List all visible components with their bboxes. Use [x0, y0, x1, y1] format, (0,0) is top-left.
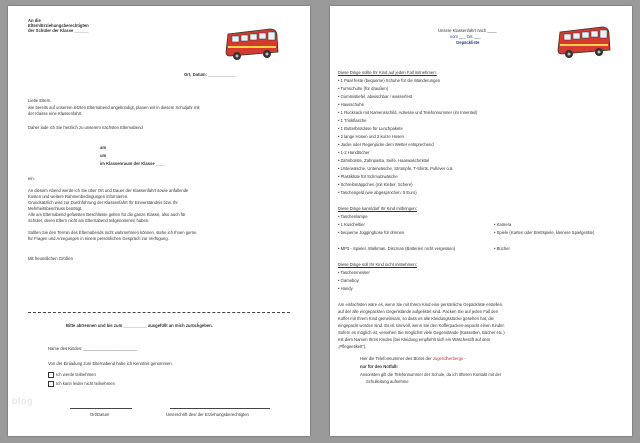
may-item-right: • Bücher [494, 246, 510, 251]
invite-line: Daher lade ich Sie herzlich zu unserem nächsten Elternabend [28, 125, 143, 130]
body2-line-1: Sollten Sie den Termin des Elternabends nicht wahrnehmen können, stehe ich Ihnen gerne [28, 230, 197, 235]
ein-word: ein. [28, 176, 35, 181]
cut-line [28, 312, 290, 313]
may-item-left: • bequeme Jogginghose für drinnen [338, 230, 405, 235]
not-item: • Handy [338, 286, 353, 291]
may-item-right: • Kamera [494, 222, 512, 227]
para-line-6: mit dem Namen Ihres Kindes (bei Kleidung empfiehlt sich ein Wäschestift auf dem [338, 337, 491, 342]
must-item: • Turnschuhe (für draußen) [338, 86, 389, 91]
intro-line-1: wie bereits auf unserem letzten Elternabend angekündigt, planen wir in diesem Schuljahr mit [28, 105, 200, 110]
letter-page [8, 6, 310, 436]
must-item: • Unterwäsche, Unterwäsche, Strümpfe, T-Shirts, Pullover o.ä. [338, 166, 454, 171]
school-phone-line-2: Schulleitung aufnehme [366, 379, 409, 384]
school-bus-illustration [222, 26, 282, 62]
sign-date-label: Ort/Datum [90, 412, 110, 417]
may-item-left: • MP3 - Spieler, Walkman, Discman (Batterien nicht vergessen) [338, 246, 456, 251]
para-line-5: Sofern es möglich ist, versehen Sie möglichst viele Gegenstände (Kassetten, Bücher etc.) [338, 330, 505, 335]
must-item: • Taschengeld (wie abgesprochen: 5 Euro) [338, 190, 417, 195]
must-item: • Gummistiefel, abwischbar / wasserfest [338, 94, 413, 99]
signature-line-guardian [170, 408, 270, 409]
must-item: • 2 lange Hosen und 2 kurze Hosen [338, 134, 404, 139]
address-line-1: An die [28, 18, 41, 23]
school-bus-illustration [554, 24, 614, 60]
must-item: • Plastiktüte für Schmutzwäsche [338, 174, 398, 179]
body-line-5: Alle am Elternabend gefassten Beschlüsse gelten für die ganze Klasse, also auch für [28, 212, 186, 217]
para-line-3: Koffer mit Ihrem Kind gemeinsam, so dass es alle Kleidungsstücke gesehen hat, die [338, 316, 494, 321]
signature-line-date [70, 408, 132, 409]
must-item: • Hausschuhe [338, 102, 364, 107]
must-item: • 1 Rucksack mit Namensschild, Adresse und Telefonnummer (im Innenteil) [338, 110, 478, 115]
must-item: • 1 Trinkflasche [338, 118, 367, 123]
hostel-phone-line: Hier die Telefonnummer des Büros der Jugendherberge - [360, 356, 466, 361]
section-must-title: Diese Dinge sollte Ihr Kind auf jeden Fall mitnehmen: [338, 70, 437, 75]
must-item: • Zahnbürste, Zahnpasta, Seife, Haarwaschmittel [338, 158, 430, 163]
body2-line-2: für Fragen und Anregungen in einem persönlichen Gespräch zur Verfügung. [28, 236, 169, 241]
section-not-title: Diese Dinge soll Ihr Kind nicht mitnehmen: [338, 262, 417, 267]
not-item: • Gameboy [338, 278, 359, 283]
body-line-6: Schüler, deren Eltern nicht am Elternabend teilgenommen haben. [28, 218, 150, 223]
para-line-1: Am einfachsten wäre es, wenn Sie mit Ihrem Kind eine persönliche Gepäckliste erstellen, [338, 302, 504, 307]
body-line-4: Mehrheitsbeschluss benötigt. [28, 206, 83, 211]
greeting: Liebe Eltern, [28, 98, 52, 103]
when-label-room: im Klassenraum der Klasse ____ [100, 161, 166, 166]
address-line-3: der Schüler der Klasse ______ [28, 28, 89, 33]
option-not-attend-label: Ich kann leider nicht teilnehmen [56, 381, 115, 386]
checkbox-not-attend[interactable] [48, 381, 54, 387]
packing-list-page [330, 6, 632, 436]
must-item: • Schreibmäppchen (mit Kleber, Schere) [338, 182, 413, 187]
acknowledgement: Von der Einladung zum Elternabend habe ich Kenntnis genommen. [48, 361, 173, 366]
must-item: • 1 Paar feste (bequeme) Schuhe für die Wanderungen [338, 78, 441, 83]
must-item: • Jacke oder Regenjacke dem Wetter entsprechend [338, 142, 434, 147]
trip-heading: Unsere Klassenfahrt nach ____ [438, 28, 497, 33]
packing-list-title: Gepäckliste [456, 40, 480, 45]
school-phone-line-1: Ansonsten gilt die Telefonnummer der Schule, da ich öfteren Kontakt mit der [360, 372, 502, 377]
hostel-highlight: Jugendherberge [432, 356, 464, 361]
address-line-2: Eltern/Erziehungsberechtigten [28, 23, 89, 28]
para-line-7: „Pflegeetikett“). [338, 344, 367, 349]
place-date: Ort, Datum: ____________ [184, 72, 237, 77]
watermark: blog [12, 396, 33, 406]
intro-line-2: der Klasse eine Klassenfahrt. [28, 111, 83, 116]
emergency-note: nur für den Notfall! [360, 364, 398, 369]
option-attend-label: Ich werde teilnehmen [56, 372, 96, 377]
when-label-am: am [100, 145, 107, 150]
body-line-2: Kosten und weitere Rahmenbedingungen informieren. [28, 194, 129, 199]
para-line-2: auf der alle eingepackten Gegenstände aufgelistet sind. Packen Sie auf jeden Fall den [338, 309, 499, 314]
child-name-field[interactable]: Name des Kindes: _______________________ [48, 346, 137, 351]
section-may-title: Diese Dinge kann/darf Ihr Kind mitbringen: [338, 206, 417, 211]
must-item: • 1-2 Handtücher [338, 150, 370, 155]
may-item-left: • 1 Kuscheltier [338, 222, 365, 227]
sign-guardian-label: Unterschrift des/ der Erziehungsberechtigten [166, 412, 249, 417]
when-label-um: um [100, 153, 107, 158]
may-item-right: • Spiele (Karten oder Brettspiele, kleinere Spielgeräte) [494, 230, 595, 235]
not-item: • Taschenmesser [338, 270, 370, 275]
closing: Mit freundlichen Grüßen [28, 256, 73, 261]
body-line-1: An diesem Abend werde ich Sie über Ort und Dauer der Klassenfahrt sowie anfallende [28, 188, 189, 193]
may-item-left: • Taschenlampe [338, 214, 368, 219]
trip-dates: vom ___ bis ___ [450, 34, 481, 39]
return-notice: Bitte abtrennen und bis zum __________ ausgefüllt an mich zurückgeben. [66, 323, 213, 328]
checkbox-attend[interactable] [48, 372, 54, 378]
body-line-3: Grundsätzlich wird zur Durchführung der Klassenfahrt Ihr Einverständnis bzw. Ihr [28, 200, 178, 205]
para-line-4: eingepackt worden sind. Es ist sinnvoll, wenn Sie den Kofferpacken-anpackt einen Kinder. [338, 323, 505, 328]
must-item: • 1 Butterbrotdose für Lunchpakete [338, 126, 403, 131]
